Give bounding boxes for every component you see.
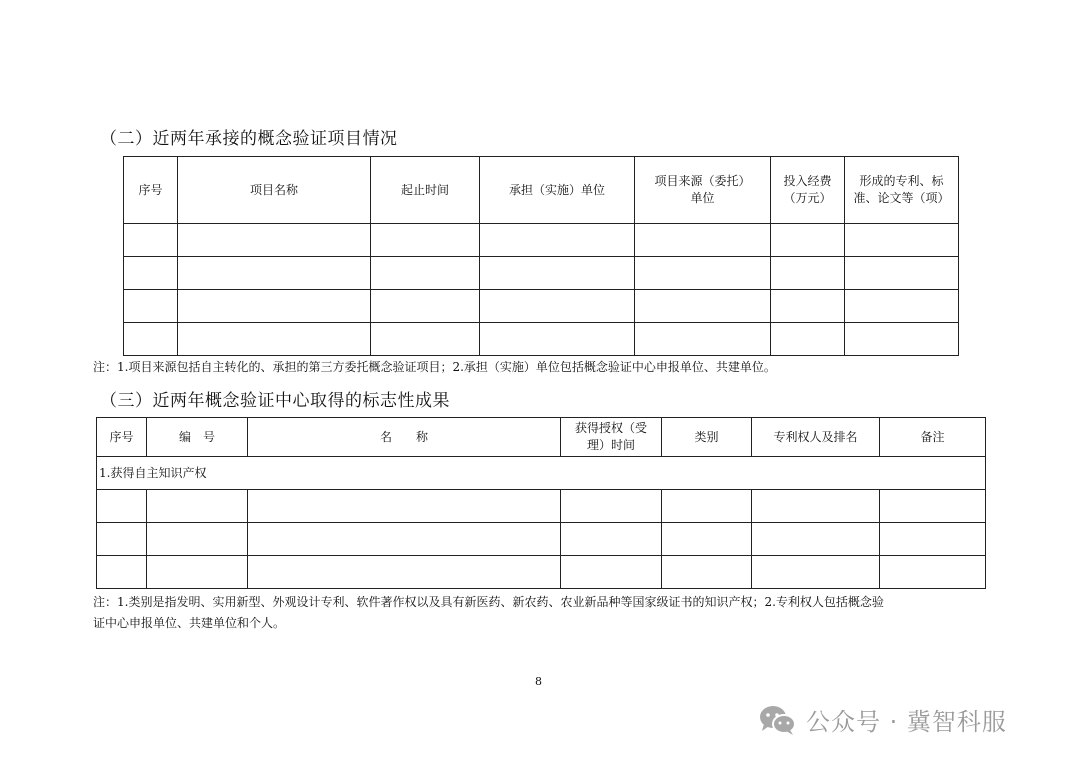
table-cell <box>178 290 371 323</box>
section2-heading: （二）近两年承接的概念验证项目情况 <box>100 129 398 149</box>
table-cell <box>371 257 480 290</box>
table-cell <box>124 224 178 257</box>
watermark-text: 公众号 · 冀智科服 <box>806 708 1007 736</box>
table-cell <box>480 257 635 290</box>
table-cell <box>880 556 986 589</box>
table-cell <box>771 224 845 257</box>
table-cell <box>371 323 480 356</box>
col-number: 编 号 <box>147 418 248 457</box>
section2-note: 注：1.项目来源包括自主转化的、承担的第三方委托概念验证项目；2.承担（实施）单位包括概念验证中心申报单位、共建单位。 <box>93 360 776 374</box>
col-undertaker: 承担（实施）单位 <box>480 157 635 224</box>
projects-table <box>123 156 959 356</box>
table-cell <box>845 290 959 323</box>
table-row <box>124 257 959 290</box>
table-cell <box>480 323 635 356</box>
table-row <box>124 224 959 257</box>
table-cell <box>178 323 371 356</box>
section3-note-line2: 证中心申报单位、共建单位和个人。 <box>93 616 286 630</box>
table-cell <box>635 323 771 356</box>
table-cell <box>635 257 771 290</box>
table-cell <box>147 523 248 556</box>
table-cell <box>124 257 178 290</box>
table-header-row <box>97 418 986 457</box>
table-cell <box>880 523 986 556</box>
table-cell <box>752 556 880 589</box>
watermark <box>758 702 1007 737</box>
ip-table <box>96 417 986 589</box>
table-cell <box>561 523 662 556</box>
col-outputs: 形成的专利、标准、论文等（项） <box>845 157 959 224</box>
table-cell <box>97 490 147 523</box>
table-cell <box>752 490 880 523</box>
col-category: 类别 <box>662 418 752 457</box>
table-cell <box>147 490 248 523</box>
table-cell <box>371 224 480 257</box>
col-period: 起止时间 <box>371 157 480 224</box>
table-cell <box>662 523 752 556</box>
wechat-icon <box>758 704 796 736</box>
table-cell <box>124 323 178 356</box>
table-row <box>97 490 986 523</box>
table-cell <box>248 523 561 556</box>
table-cell <box>771 290 845 323</box>
col-patentee: 专利权人及排名 <box>752 418 880 457</box>
table-cell <box>845 323 959 356</box>
table-cell <box>771 257 845 290</box>
table-row <box>124 323 959 356</box>
section3-heading: （三）近两年概念验证中心取得的标志性成果 <box>100 391 450 411</box>
table-cell <box>880 490 986 523</box>
table-cell <box>97 556 147 589</box>
table-cell <box>480 224 635 257</box>
table-cell <box>845 257 959 290</box>
table-cell <box>635 224 771 257</box>
table-cell <box>771 323 845 356</box>
table-cell <box>561 490 662 523</box>
table-cell <box>662 490 752 523</box>
table-cell <box>147 556 248 589</box>
ip-table-caption: 1.获得自主知识产权 <box>97 457 986 490</box>
table-cell <box>248 556 561 589</box>
col-project-name: 项目名称 <box>178 157 371 224</box>
table-cell <box>635 290 771 323</box>
col-index: 序号 <box>97 418 147 457</box>
table-cell <box>845 224 959 257</box>
section3-note-line1: 注：1.类别是指发明、实用新型、外观设计专利、软件著作权以及具有新医药、新农药、农业新品种等国家级证书的知识产权；2.专利权人包括概念验 <box>93 595 884 609</box>
page-number: 8 <box>535 675 542 688</box>
table-row <box>97 556 986 589</box>
table-cell <box>480 290 635 323</box>
col-name: 名 称 <box>248 418 561 457</box>
table-cell <box>662 556 752 589</box>
table-cell <box>124 290 178 323</box>
col-index: 序号 <box>124 157 178 224</box>
col-source: 项目来源（委托）单位 <box>635 157 771 224</box>
section3-note <box>93 592 884 634</box>
table-row <box>124 290 959 323</box>
table-header-row <box>124 157 959 224</box>
table-cell <box>178 224 371 257</box>
table-row <box>97 523 986 556</box>
table-caption-row <box>97 457 986 490</box>
table-cell <box>97 523 147 556</box>
table-cell <box>248 490 561 523</box>
col-remarks: 备注 <box>880 418 986 457</box>
col-grant-time: 获得授权（受理）时间 <box>561 418 662 457</box>
table-cell <box>371 290 480 323</box>
table-cell <box>178 257 371 290</box>
table-cell <box>561 556 662 589</box>
col-funding: 投入经费（万元） <box>771 157 845 224</box>
table-cell <box>752 523 880 556</box>
